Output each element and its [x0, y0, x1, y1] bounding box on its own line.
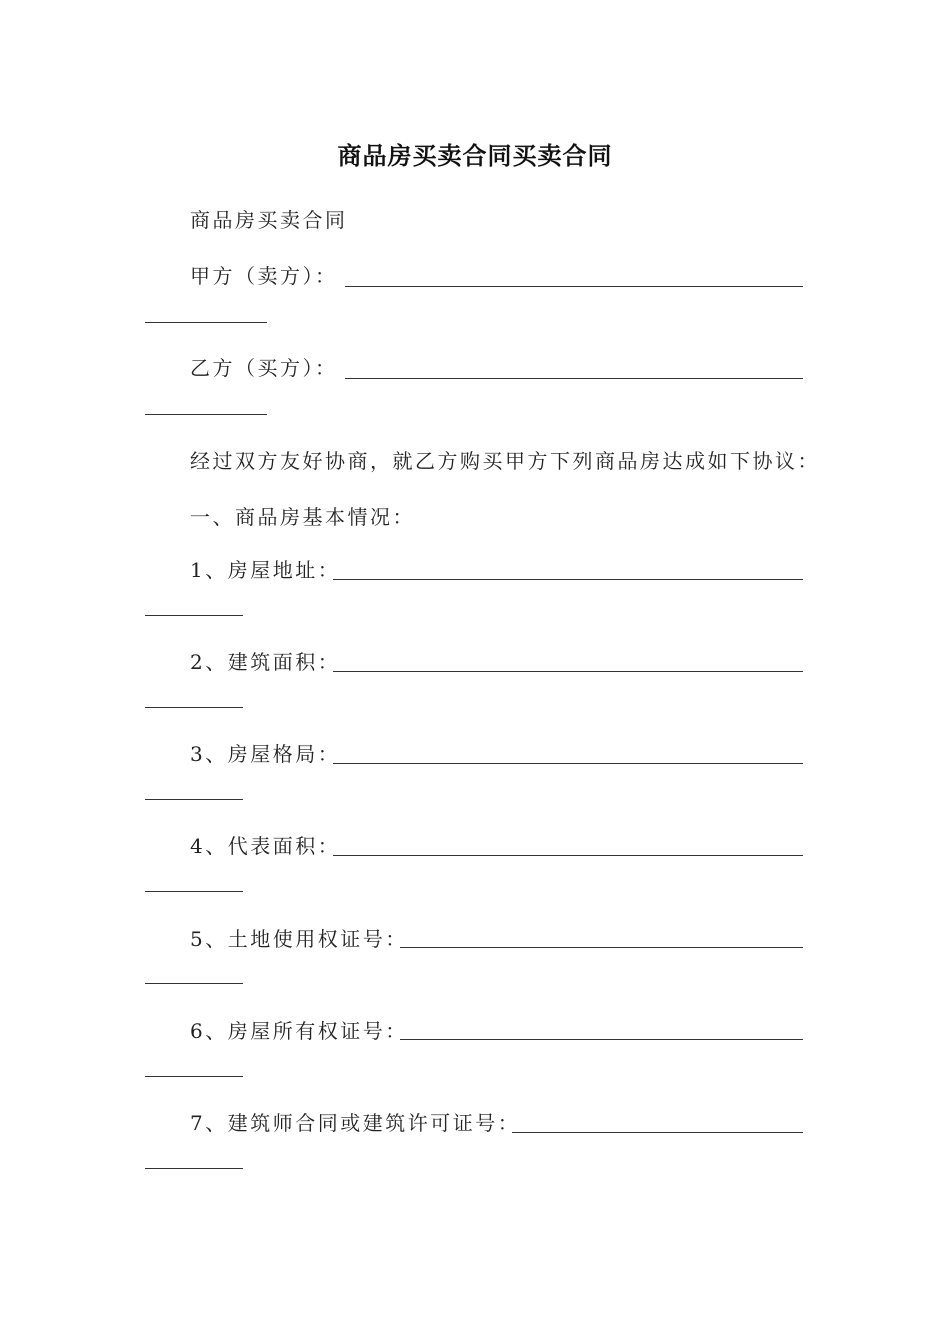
- item-representative-area-blank-continued: [145, 891, 243, 892]
- party-b-label: 乙方（买方）：: [190, 356, 338, 380]
- item-land-use-cert-blank-continued: [145, 983, 243, 984]
- agreement-intro: 经过双方友好协商，就乙方购买甲方下列商品房达成如下协议：: [190, 449, 820, 473]
- party-b-blank-line-continued: [145, 414, 267, 415]
- item-house-address-blank: [333, 579, 803, 580]
- item-house-layout-blank-continued: [145, 799, 243, 800]
- item-representative-area: 4、代表面积：: [190, 834, 341, 858]
- item-building-permit-blank-continued: [145, 1168, 243, 1169]
- item-ownership-cert-blank-continued: [145, 1076, 243, 1077]
- item-land-use-cert-blank: [400, 947, 803, 948]
- item-representative-area-blank: [333, 855, 803, 856]
- item-ownership-cert-blank: [400, 1039, 803, 1040]
- party-a-blank-line: [345, 286, 803, 287]
- party-a-label: 甲方（卖方）：: [190, 264, 338, 288]
- item-house-layout-blank: [333, 763, 803, 764]
- item-house-layout: 3、房屋格局：: [190, 742, 341, 766]
- item-building-permit: 7、建筑师合同或建筑许可证号：: [190, 1111, 521, 1135]
- item-house-address: 1、房屋地址：: [190, 558, 341, 582]
- item-land-use-cert: 5、土地使用权证号：: [190, 927, 408, 951]
- item-building-permit-blank: [512, 1132, 803, 1133]
- item-ownership-cert: 6、房屋所有权证号：: [190, 1019, 408, 1043]
- party-a-blank-line-continued: [145, 322, 267, 323]
- contract-subtitle: 商品房买卖合同: [190, 208, 348, 232]
- item-house-address-blank-continued: [145, 615, 243, 616]
- item-building-area-blank-continued: [145, 707, 243, 708]
- party-b-blank-line: [345, 378, 803, 379]
- section-heading: 一、商品房基本情况：: [190, 505, 415, 529]
- document-title: 商品房买卖合同买卖合同: [337, 142, 613, 170]
- item-building-area-blank: [333, 671, 803, 672]
- item-building-area: 2、建筑面积：: [190, 650, 341, 674]
